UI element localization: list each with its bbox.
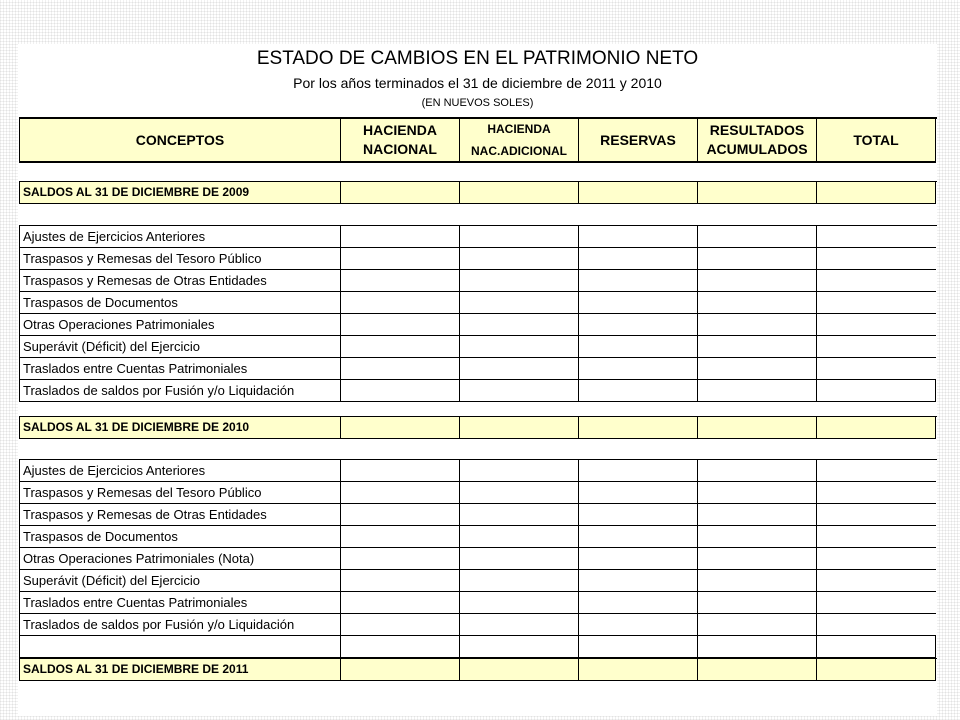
cell-resultados-acumulados[interactable] (697, 226, 816, 248)
cell-resultados-acumulados[interactable] (697, 417, 816, 439)
cell-total[interactable] (816, 636, 936, 658)
cell-reservas[interactable] (578, 504, 697, 526)
cell-resultados-acumulados[interactable] (697, 358, 816, 380)
cell-reservas[interactable] (578, 292, 697, 314)
cell-hacienda-nac-adicional[interactable] (459, 417, 578, 439)
cell-resultados-acumulados[interactable] (697, 460, 816, 482)
cell-reservas[interactable] (578, 659, 697, 681)
report-units: (EN NUEVOS SOLES) (421, 97, 534, 109)
row-label: Traspasos y Remesas del Tesoro Público (19, 482, 340, 504)
row-label (19, 636, 340, 658)
cell-reservas[interactable] (578, 226, 697, 248)
cell-resultados-acumulados[interactable] (697, 182, 816, 204)
cell-reservas[interactable] (578, 460, 697, 482)
cell-hacienda-nac-adicional[interactable] (459, 548, 578, 570)
cell-hacienda-nacional[interactable] (340, 182, 459, 204)
cell-resultados-acumulados[interactable] (697, 614, 816, 636)
cell-hacienda-nacional[interactable] (340, 270, 459, 292)
cell-resultados-acumulados[interactable] (697, 659, 816, 681)
cell-hacienda-nac-adicional[interactable] (459, 182, 578, 204)
cell-resultados-acumulados[interactable] (697, 482, 816, 504)
cell-total[interactable] (816, 482, 936, 504)
cell-reservas[interactable] (578, 636, 697, 658)
saldo-row-2009 (19, 181, 937, 204)
col-header-total: TOTAL (816, 119, 936, 163)
row-label: Traslados entre Cuentas Patrimoniales (19, 592, 340, 614)
cell-hacienda-nac-adicional[interactable] (459, 358, 578, 380)
cell-total[interactable] (816, 182, 936, 204)
cell-hacienda-nacional[interactable] (340, 417, 459, 439)
cell-hacienda-nac-adicional[interactable] (459, 614, 578, 636)
cell-reservas[interactable] (578, 248, 697, 270)
cell-hacienda-nac-adicional[interactable] (459, 380, 578, 402)
cell-total[interactable] (816, 592, 936, 614)
saldo-label: SALDOS AL 31 DE DICIEMBRE DE 2010 (19, 417, 340, 439)
cell-hacienda-nacional[interactable] (340, 636, 459, 658)
cell-total[interactable] (816, 417, 936, 439)
row-label: Traspasos y Remesas de Otras Entidades (19, 504, 340, 526)
cell-reservas[interactable] (578, 482, 697, 504)
cell-total[interactable] (816, 226, 936, 248)
cell-resultados-acumulados[interactable] (697, 270, 816, 292)
cell-hacienda-nacional[interactable] (340, 292, 459, 314)
col-header-conceptos: CONCEPTOS (19, 119, 340, 163)
cell-hacienda-nac-adicional[interactable] (459, 460, 578, 482)
cell-reservas[interactable] (578, 526, 697, 548)
row-label: Otras Operaciones Patrimoniales (Nota) (19, 548, 340, 570)
col-header-hacienda-nac-adicional: HACIENDA NAC.ADICIONAL (459, 119, 578, 163)
cell-total[interactable] (816, 248, 936, 270)
cell-hacienda-nac-adicional[interactable] (459, 659, 578, 681)
cell-reservas[interactable] (578, 614, 697, 636)
cell-hacienda-nac-adicional[interactable] (459, 248, 578, 270)
cell-hacienda-nac-adicional[interactable] (459, 336, 578, 358)
movements-block-2010 (19, 225, 937, 402)
cell-hacienda-nacional[interactable] (340, 592, 459, 614)
cell-reservas[interactable] (578, 314, 697, 336)
cell-total[interactable] (816, 358, 936, 380)
cell-hacienda-nacional[interactable] (340, 358, 459, 380)
report-title: ESTADO DE CAMBIOS EN EL PATRIMONIO NETO (256, 48, 699, 69)
cell-hacienda-nac-adicional[interactable] (459, 314, 578, 336)
saldo-row-2011 (19, 658, 937, 681)
cell-hacienda-nacional[interactable] (340, 614, 459, 636)
cell-resultados-acumulados[interactable] (697, 504, 816, 526)
cell-hacienda-nacional[interactable] (340, 659, 459, 681)
cell-hacienda-nacional[interactable] (340, 570, 459, 592)
row-label: Traspasos y Remesas del Tesoro Público (19, 248, 340, 270)
cell-reservas[interactable] (578, 270, 697, 292)
cell-total[interactable] (816, 270, 936, 292)
saldo-label: SALDOS AL 31 DE DICIEMBRE DE 2011 (19, 659, 340, 681)
cell-hacienda-nac-adicional[interactable] (459, 526, 578, 548)
column-header-row (19, 117, 937, 163)
cell-hacienda-nac-adicional[interactable] (459, 226, 578, 248)
col-header-reservas: RESERVAS (578, 119, 697, 163)
cell-hacienda-nac-adicional[interactable] (459, 482, 578, 504)
row-label: Traslados de saldos por Fusión y/o Liquidación (19, 380, 340, 402)
cell-total[interactable] (816, 336, 936, 358)
row-label: Traspasos de Documentos (19, 292, 340, 314)
cell-reservas[interactable] (578, 548, 697, 570)
row-label: Traslados de saldos por Fusión y/o Liquidación (19, 614, 340, 636)
row-label: Ajustes de Ejercicios Anteriores (19, 460, 340, 482)
cell-hacienda-nacional[interactable] (340, 336, 459, 358)
cell-resultados-acumulados[interactable] (697, 314, 816, 336)
cell-total[interactable] (816, 659, 936, 681)
cell-reservas[interactable] (578, 380, 697, 402)
cell-total[interactable] (816, 314, 936, 336)
cell-hacienda-nac-adicional[interactable] (459, 504, 578, 526)
cell-reservas[interactable] (578, 592, 697, 614)
saldo-label: SALDOS AL 31 DE DICIEMBRE DE 2009 (19, 182, 340, 204)
col-header-resultados-acumulados: RESULTADOS ACUMULADOS (697, 119, 816, 163)
row-label: Traspasos de Documentos (19, 526, 340, 548)
cell-resultados-acumulados[interactable] (697, 336, 816, 358)
cell-hacienda-nac-adicional[interactable] (459, 292, 578, 314)
cell-resultados-acumulados[interactable] (697, 292, 816, 314)
cell-hacienda-nacional[interactable] (340, 460, 459, 482)
cell-hacienda-nac-adicional[interactable] (459, 570, 578, 592)
cell-hacienda-nacional[interactable] (340, 380, 459, 402)
cell-reservas[interactable] (578, 570, 697, 592)
cell-resultados-acumulados[interactable] (697, 248, 816, 270)
cell-hacienda-nac-adicional[interactable] (459, 636, 578, 658)
cell-hacienda-nacional[interactable] (340, 482, 459, 504)
row-label: Traspasos y Remesas de Otras Entidades (19, 270, 340, 292)
col-header-hacienda-nacional: HACIENDA NACIONAL (340, 119, 459, 163)
cell-hacienda-nacional[interactable] (340, 504, 459, 526)
cell-total[interactable] (816, 614, 936, 636)
cell-resultados-acumulados[interactable] (697, 636, 816, 658)
cell-total[interactable] (816, 380, 936, 402)
cell-hacienda-nacional[interactable] (340, 248, 459, 270)
cell-total[interactable] (816, 526, 936, 548)
cell-total[interactable] (816, 460, 936, 482)
row-label: Superávit (Déficit) del Ejercicio (19, 336, 340, 358)
saldo-row-2010 (19, 416, 937, 439)
cell-reservas[interactable] (578, 182, 697, 204)
cell-total[interactable] (816, 504, 936, 526)
movements-block-2011 (19, 459, 937, 658)
cell-resultados-acumulados[interactable] (697, 592, 816, 614)
cell-total[interactable] (816, 292, 936, 314)
row-label: Superávit (Déficit) del Ejercicio (19, 570, 340, 592)
cell-reservas[interactable] (578, 358, 697, 380)
cell-total[interactable] (816, 570, 936, 592)
cell-resultados-acumulados[interactable] (697, 570, 816, 592)
spreadsheet (18, 44, 937, 716)
row-label: Ajustes de Ejercicios Anteriores (19, 226, 340, 248)
cell-hacienda-nacional[interactable] (340, 314, 459, 336)
cell-total[interactable] (816, 548, 936, 570)
cell-reservas[interactable] (578, 417, 697, 439)
row-label: Traslados entre Cuentas Patrimoniales (19, 358, 340, 380)
cell-resultados-acumulados[interactable] (697, 526, 816, 548)
cell-hacienda-nacional[interactable] (340, 526, 459, 548)
cell-hacienda-nacional[interactable] (340, 548, 459, 570)
row-label: Otras Operaciones Patrimoniales (19, 314, 340, 336)
cell-reservas[interactable] (578, 336, 697, 358)
report-subtitle: Por los años terminados el 31 de diciembre de 2011 y 2010 (293, 75, 662, 91)
cell-hacienda-nacional[interactable] (340, 226, 459, 248)
cell-resultados-acumulados[interactable] (697, 380, 816, 402)
cell-hacienda-nac-adicional[interactable] (459, 592, 578, 614)
cell-hacienda-nac-adicional[interactable] (459, 270, 578, 292)
cell-resultados-acumulados[interactable] (697, 548, 816, 570)
